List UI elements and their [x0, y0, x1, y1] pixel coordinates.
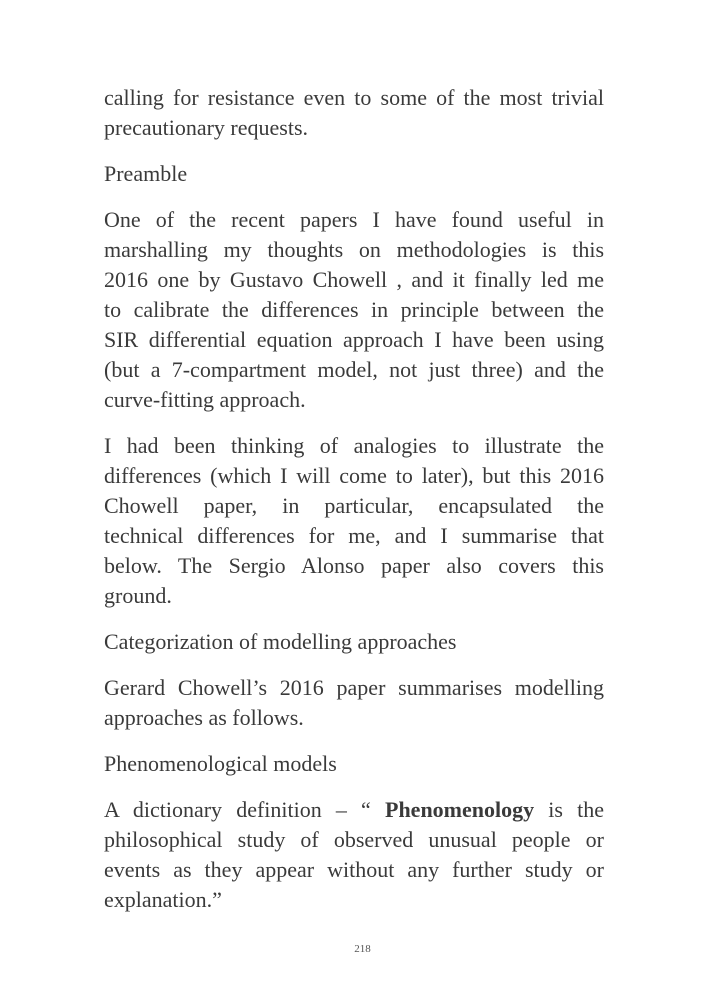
- section-heading: [104, 159, 604, 189]
- text-line: Categorization of modelling approaches: [104, 629, 457, 654]
- text-run: A dictionary definition – “: [104, 797, 385, 822]
- text-run: is the: [534, 797, 605, 822]
- text-line: I had been thinking of analogies to illustrate the: [104, 433, 604, 458]
- text-line: below. The Sergio Alonso paper also covers this: [104, 553, 604, 578]
- page-number: 218: [354, 943, 371, 955]
- text-line: marshalling my thoughts on methodologies is this: [104, 237, 604, 262]
- text-line: (but a 7-compartment model, not just three) and the: [104, 357, 604, 382]
- text-line: [104, 795, 604, 825]
- paragraph: [104, 673, 604, 733]
- section-heading: [104, 749, 604, 779]
- text-line: precautionary requests.: [104, 115, 309, 140]
- text-line: Preamble: [104, 161, 188, 186]
- text-line: Phenomenological models: [104, 751, 337, 776]
- paragraph: [104, 205, 604, 415]
- text-line: Gerard Chowell’s 2016 paper summarises modelling: [104, 675, 604, 700]
- text-line: explanation.”: [104, 887, 222, 912]
- text-line: differences (which I will come to later), but this 2016: [104, 463, 604, 488]
- text-line: 2016 one by Gustavo Chowell , and it finally led me: [104, 267, 604, 292]
- text-line: calling for resistance even to some of the most trivial: [104, 85, 604, 110]
- text-line: approaches as follows.: [104, 705, 304, 730]
- paragraph: [104, 83, 604, 143]
- text-line: technical differences for me, and I summarise that: [104, 523, 604, 548]
- text-line: One of the recent papers I have found useful in: [104, 207, 604, 232]
- bold-term: Phenomenology: [385, 797, 535, 822]
- paragraph: [104, 431, 604, 611]
- text-line: curve-fitting approach.: [104, 387, 306, 412]
- document-body: [104, 83, 604, 931]
- text-line: events as they appear without any further study or: [104, 857, 604, 882]
- text-line: philosophical study of observed unusual people or: [104, 827, 604, 852]
- text-line: ground.: [104, 583, 172, 608]
- text-line: Chowell paper, in particular, encapsulated the: [104, 493, 604, 518]
- section-heading: [104, 627, 604, 657]
- paragraph: [104, 795, 604, 915]
- text-line: SIR differential equation approach I have been using: [104, 327, 604, 352]
- text-line: to calibrate the differences in principle between the: [104, 297, 604, 322]
